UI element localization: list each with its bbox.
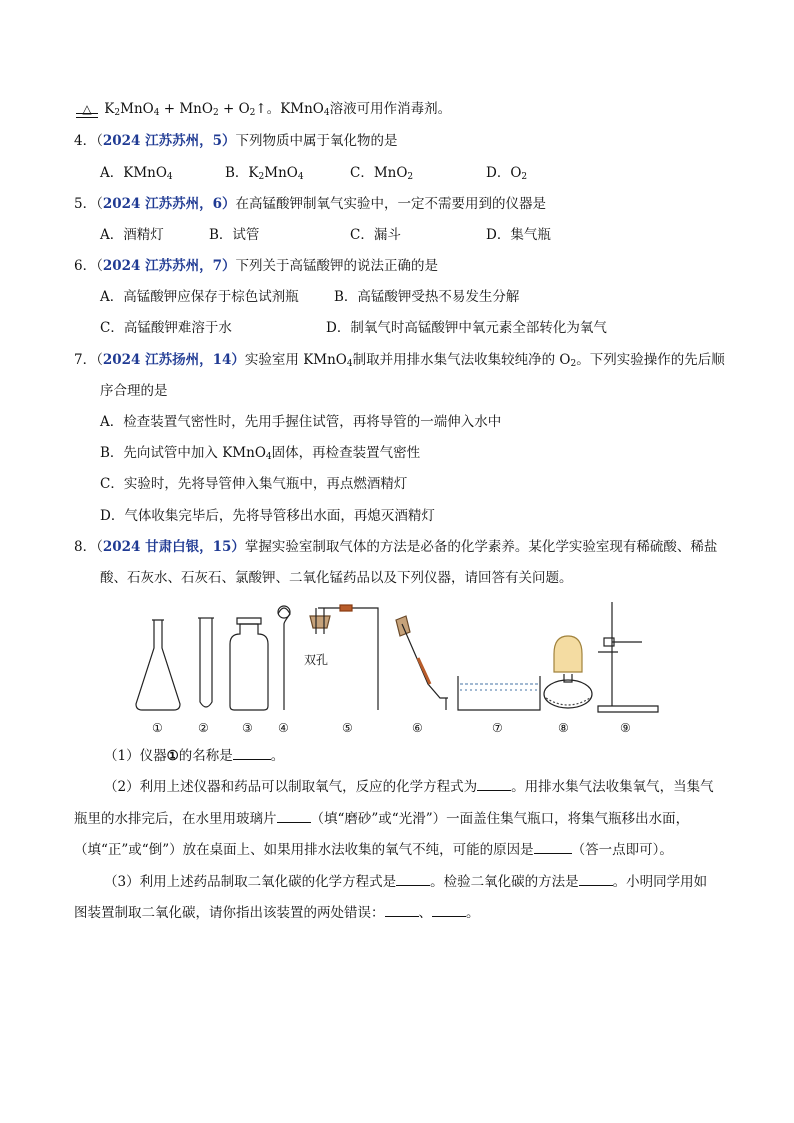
question-8-stem: 8．（2024 甘肃白银，15）掌握实验室制取气体的方法是必备的化学素养。某化学实验室现有稀硫酸、稀盐 — [74, 539, 718, 555]
q7-option-b: B．先向试管中加入 KMnO$_4$固体，再检查装置气密性 — [100, 445, 421, 462]
iron-stand-icon — [598, 602, 658, 712]
apparatus-label-2: ② — [198, 721, 209, 735]
heating-condition: △ — [74, 99, 100, 119]
equation-line: △ $K_2MnO_4 + MnO_2$ + $O_2↑$。KMnO$_4$溶液可用作消毒剂。 — [74, 99, 451, 123]
question-7-stem-cont: 序合理的是 — [100, 383, 168, 399]
answer-blank-2[interactable] — [477, 776, 511, 791]
q4-option-b: B．$K_2MnO_4$ — [225, 165, 304, 182]
question-7-stem: 7．（2024 江苏扬州，14）实验室用 KMnO$_4$制取并用排水集气法收集较纯净的 $O_2$。下列实验操作的先后顺 — [74, 352, 725, 369]
answer-blank-1[interactable] — [233, 745, 271, 760]
long-neck-funnel-icon — [278, 606, 290, 710]
double-hole-label: 双孔 — [304, 653, 329, 667]
q7-option-c: C．实验时，先将导管伸入集气瓶中，再点燃酒精灯 — [100, 476, 408, 492]
answer-blank-4[interactable] — [534, 839, 572, 854]
apparatus-label-9: ⑨ — [620, 721, 631, 735]
q7-option-d: D．气体收集完毕后，先将导管移出水面，再熄灭酒精灯 — [100, 508, 435, 524]
apparatus-label-1: ① — [152, 721, 163, 735]
q8-part-3-line2: 图装置制取二氧化碳，请你指出该装置的两处错误： 、 。 — [74, 902, 480, 923]
apparatus-label-6: ⑥ — [412, 721, 423, 735]
alcohol-lamp-icon — [544, 636, 592, 708]
q6-option-a: A．高锰酸钾应保存于棕色试剂瓶 — [100, 289, 299, 305]
q6-option-c: C．高锰酸钾难溶于水 — [100, 320, 232, 336]
gas-bottle-icon — [230, 618, 268, 710]
q5-option-b: B．试管 — [209, 227, 260, 243]
q5-option-a: A．酒精灯 — [100, 227, 164, 243]
question-6-stem: 6．（2024 江苏苏州，7）下列关于高锰酸钾的说法正确的是 — [74, 258, 439, 274]
answer-blank-6[interactable] — [579, 871, 613, 886]
q6-option-b: B．高锰酸钾受热不易发生分解 — [334, 289, 520, 305]
q7-option-a: A．检查装置气密性时，先用手握住试管，再将导管的一端伸入水中 — [100, 414, 502, 430]
apparatus-label-8: ⑧ — [558, 721, 569, 735]
q4-option-a: A．KMnO$_4$ — [100, 165, 173, 182]
q8-part-2-line2: 瓶里的水排完后，在水里用玻璃片 （填“磨砂”或“光滑”）一面盖住集气瓶口，将集气瓶移出水面， — [74, 808, 689, 829]
answer-blank-7[interactable] — [385, 902, 419, 917]
q8-part-2-line3: （填“正”或“倒”）放在桌面上、如果用排水法收集的氧气不纯，可能的原因是 （答一点即可）。 — [74, 839, 673, 860]
single-hole-stopper-icon — [396, 616, 448, 710]
q4-option-c: C．MnO$_2$ — [350, 165, 414, 182]
question-8-stem-cont: 酸、石灰水、石灰石、氯酸钾、二氧化锰药品以及下列仪器，请回答有关问题。 — [100, 570, 573, 586]
q4-option-d: D．$O_2$ — [486, 165, 528, 182]
apparatus-label-5: ⑤ — [342, 721, 353, 735]
q8-part-2-line1: （2）利用上述仪器和药品可以制取氧气，反应的化学方程式为 。用排水集气法收集氧气，当集气 — [104, 776, 714, 797]
q8-part-1: （1）仪器①的名称是 。 — [104, 745, 284, 766]
q5-option-c: C．漏斗 — [350, 227, 401, 243]
water-trough-icon — [458, 676, 540, 710]
answer-blank-8[interactable] — [432, 902, 466, 917]
apparatus-label-4: ④ — [278, 721, 289, 735]
apparatus-label-3: ③ — [242, 721, 253, 735]
question-4-stem: 4．（2024 江苏苏州，5）下列物质中属于氧化物的是 — [74, 133, 398, 149]
answer-blank-3[interactable] — [277, 808, 311, 823]
test-tube-icon — [198, 618, 214, 707]
conical-flask-icon — [136, 620, 180, 710]
q6-option-d: D．制氧气时高锰酸钾中氧元素全部转化为氧气 — [326, 320, 607, 336]
answer-blank-5[interactable] — [396, 871, 430, 886]
apparatus-label-7: ⑦ — [492, 721, 503, 735]
lab-apparatus-figure — [128, 598, 668, 740]
question-5-stem: 5．（2024 江苏苏州，6）在高锰酸钾制氧气实验中，一定不需要用到的仪器是 — [74, 196, 547, 212]
q5-option-d: D．集气瓶 — [486, 227, 551, 243]
q8-part-3-line1: （3）利用上述药品制取二氧化碳的化学方程式是 。检验二氧化碳的方法是 。小明同学用如 — [104, 871, 707, 892]
